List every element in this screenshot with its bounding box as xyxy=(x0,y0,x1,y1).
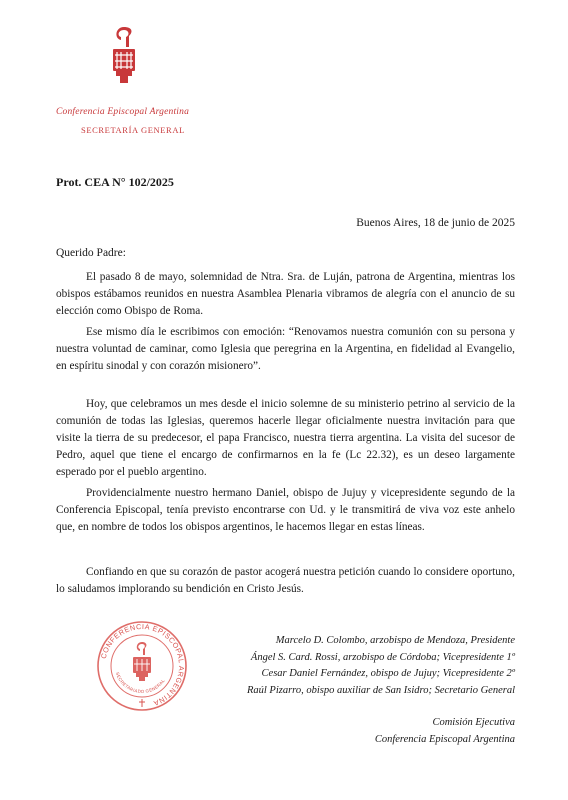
letter-paragraph: Confiando en que su corazón de pastor acogerá nuestra petición cuando lo considere oportuno, lo saludamos implorando su bendición en Cristo Jesús. xyxy=(56,566,515,595)
committee-block xyxy=(375,715,515,748)
letter-paragraph: El pasado 8 de mayo, solemnidad de Ntra. Sra. de Luján, patrona de Argentina, mientras los obispos estábamos reunidos en nuestra Asamblea Plenaria vibramos de alegría con el anuncio de su elección como Obispo de Roma. xyxy=(56,271,515,317)
greeting: Querido Padre: xyxy=(56,247,126,259)
signer-line: Marcelo D. Colombo, arzobispo de Mendoza, Presidente xyxy=(275,635,515,646)
signer-line: Ángel S. Card. Rossi, arzobispo de Córdoba; Vicepresidente 1º xyxy=(250,651,515,663)
letter-paragraph: Hoy, que celebramos un mes desde el inicio solemne de su ministerio petrino al servicio de la comunión de todas las Iglesias, queremos hacerle llegar oficialmente nuestra invitación para que visite la tierra de su predecesor, el papa Francisco, nuestra tierra argentina. La visita del sucesor de Pedro, aquel que tiene el encargo de confirmarnos en la fe (Lc 22.32), es un deseo largamente esperado por el pueblo argentino. xyxy=(56,398,515,478)
date-line: Buenos Aires, 18 de junio de 2025 xyxy=(356,217,515,229)
org-name: Conferencia Episcopal Argentina xyxy=(56,107,190,117)
protocol-number: Prot. CEA N° 102/2025 xyxy=(56,175,174,189)
signers-block xyxy=(247,633,515,699)
official-seal-icon xyxy=(96,620,188,712)
signer-line: Raúl Pizarro, obispo auxiliar de San Isidro; Secretario General xyxy=(246,684,515,696)
letter-paragraph: Ese mismo día le escribimos con emoción: “Renovamos nuestra comunión con su persona y nuestra voluntad de caminar, como Iglesia que peregrina en la Argentina, en fidelidad al Evangelio, en espíritu sinodal y con corazón misionero”. xyxy=(56,326,515,372)
department-name: SECRETARÍA GENERAL xyxy=(81,125,185,135)
crozier-emblem-icon xyxy=(107,25,141,85)
signer-line: Cesar Daniel Fernández, obispo de Jujuy; Vicepresidente 2º xyxy=(261,668,515,679)
letter-paragraph: Providencialmente nuestro hermano Daniel, obispo de Jujuy y vicepresidente segundo de la Conferencia Episcopal, tenía previsto encontrarse con Ud. y le transmitirá de viva voz este anhelo que, en nombre de todos los obispos argentinos, le hacemos llegar en estas líneas. xyxy=(56,487,515,533)
committee-name: Comisión Ejecutiva xyxy=(432,717,515,728)
seal-outer-text: CONFERENCIA EPISCOPAL ARGENTINA xyxy=(98,621,187,709)
seal-inner-text: SECRETARIADO GENERAL xyxy=(114,671,166,695)
conference-name: Conferencia Episcopal Argentina xyxy=(374,733,515,745)
